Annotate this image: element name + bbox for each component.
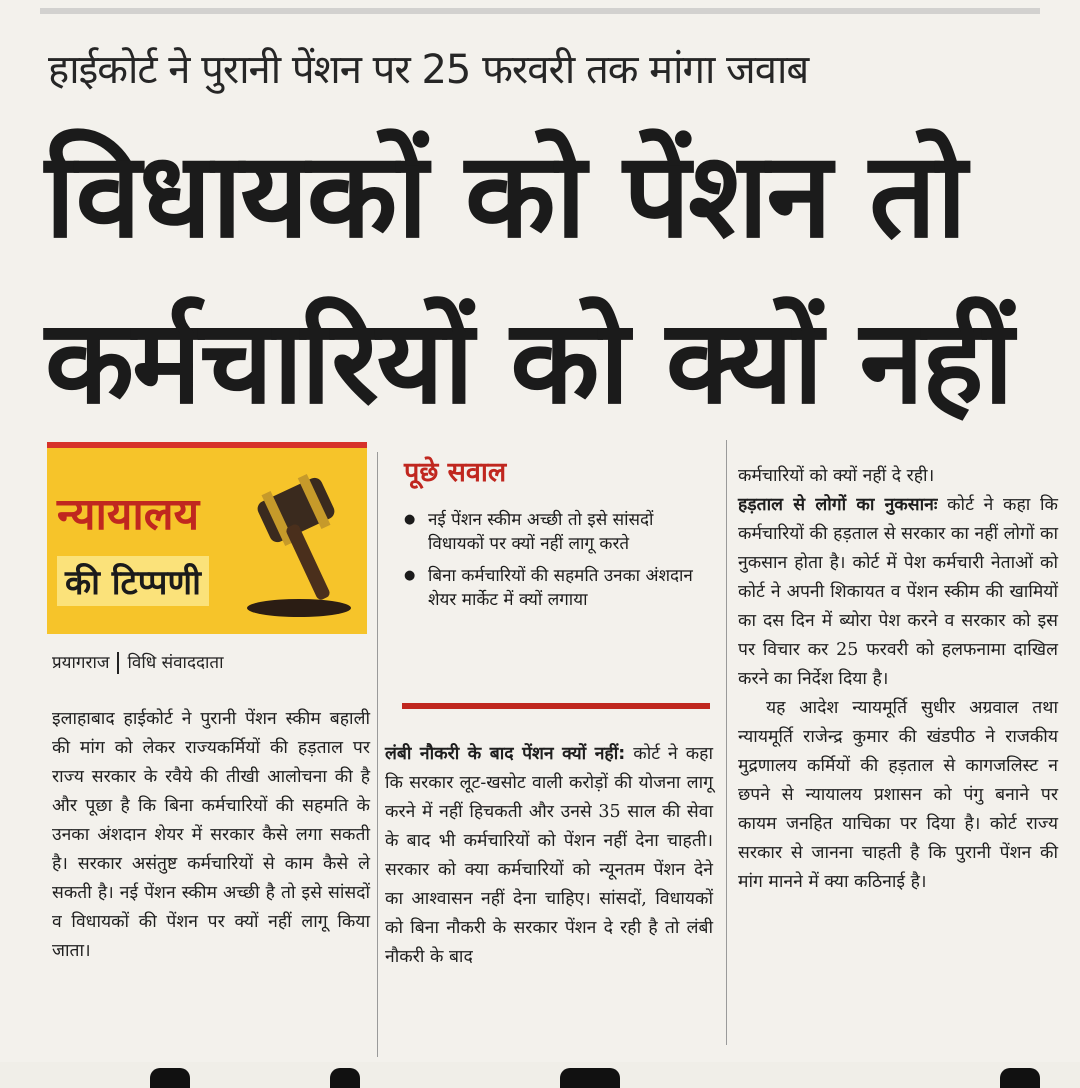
glyph-fragment — [1000, 1068, 1040, 1088]
column3-para1: कोर्ट ने कहा कि कर्मचारियों की हड़ताल से सरकार का नहीं लोगों का नुकसान होता है। कोर्ट में पेश कर्मचारी नेताओं को कोर्ट ने अपनी शिकायत व पेंशन स्कीम की खामियों का दस दिन में ब्योरा पेश करने व सरकार को इस पर विचार कर 25 फरवरी को हलफनामा दाखिल करने का निर्देश दिया है। — [738, 495, 1058, 689]
column2-subhead: लंबी नौकरी के बाद पेंशन क्यों नहीं: — [385, 744, 626, 764]
byline-separator — [117, 652, 119, 674]
list-item: ● नई पेंशन स्कीम अच्छी तो इसे सांसदों विधायकों पर क्यों नहीं लागू करते — [400, 508, 700, 556]
column-divider — [377, 452, 378, 1057]
column3-lead: कर्मचारियों को क्यों नहीं दे रही। — [738, 466, 935, 486]
column3-para2: यह आदेश न्यायमूर्ति सुधीर अग्रवाल तथा न्यायमूर्ति राजेन्द्र कुमार की खंडपीठ ने राजकीय मुद्रणालय कर्मियों की हड़ताल से कागजलिस्ट न छपने से न्यायालय प्रशासन को पंगु बनाने पर कायम जनहित याचिका पर दिया है। कोर्ट राज्य सरकार से जानना चाहती है कि पुरानी पेंशन की मांग मानने में क्या कठिनाई है। — [738, 698, 1058, 892]
court-comment-badge — [47, 442, 367, 634]
article-column-1 — [52, 705, 370, 966]
next-headline-fragment — [0, 1062, 1080, 1088]
glyph-fragment — [150, 1068, 190, 1088]
glyph-fragment — [330, 1068, 360, 1088]
column1-text: इलाहाबाद हाईकोर्ट ने पुरानी पेंशन स्कीम बहाली की मांग को लेकर राज्यकर्मियों की हड़ताल पर राज्य सरकार के रवैये की तीखी आलोचना की है और पूछा है कि बिना कर्मचारियों की सहमति के उनका अंशदान शेयर में सरकार कैसे लगा सकती है। सरकार असंतुष्ट कर्मचारियों से काम कैसे ले सकती है। नई पेंशन स्कीम अच्छी है तो इसे सांसदों व विधायकों की पेंशन पर क्यों नहीं लागू किया जाता। — [52, 709, 370, 961]
byline-source: विधि संवाददाता — [127, 653, 224, 673]
main-headline-line1: विधायकों को पेंशन तो — [45, 126, 965, 264]
article-column-3 — [738, 462, 1058, 897]
column-divider — [726, 440, 727, 1045]
asked-questions-list — [400, 508, 700, 620]
list-item: ● बिना कर्मचारियों की सहमति उनका अंशदान शेयर मार्केट में क्यों लगाया — [400, 564, 700, 612]
asked-questions-title: पूछे सवाल — [404, 457, 507, 488]
badge-title-line2: की टिप्पणी — [57, 556, 209, 606]
article-column-2 — [385, 740, 713, 972]
page-top-rule — [40, 8, 1040, 14]
column3-subhead: हड़ताल से लोगों का नुकसानः — [738, 495, 938, 515]
byline — [52, 650, 224, 674]
main-headline-line2: कर्मचारियों को क्यों नहीं — [45, 295, 1012, 430]
column2-text: कोर्ट ने कहा कि सरकार लूट-खसोट वाली करोड़ों की योजना लागू करने में नहीं हिचकती और उनसे 35 साल की सेवा के बाद भी कर्मचारियों को पेंशन नहीं देना चाहती। सरकार को क्या कर्मचारियों को न्यूनतम पेंशन देने का आश्वासन नहीं देना चाहिए। सांसदों, विधायकों को बिना नौकरी के सरकार पेंशन दे रही है तो लंबी नौकरी के बाद — [385, 744, 713, 967]
red-divider — [402, 703, 710, 709]
badge-title-line1: न्यायालय — [57, 489, 200, 540]
gavel-icon — [239, 470, 359, 620]
kicker-headline: हाईकोर्ट ने पुरानी पेंशन पर 25 फरवरी तक मांगा जवाब — [48, 47, 809, 93]
byline-place: प्रयागराज — [52, 653, 110, 673]
glyph-fragment — [560, 1068, 620, 1088]
